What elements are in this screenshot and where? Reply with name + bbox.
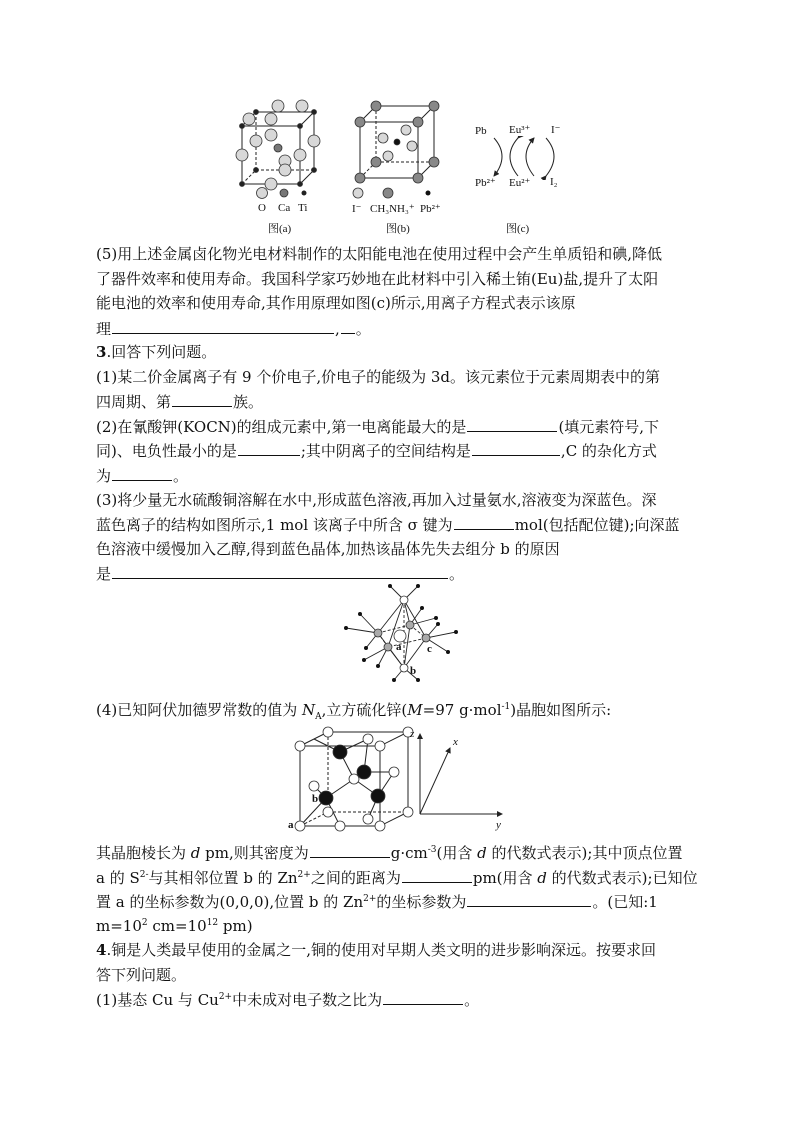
legend-iodide-label: I⁻ xyxy=(352,203,362,215)
text-line: 同)、电负性最小的是 ;其中阴离子的空间结构是 ,C 的杂化方式 xyxy=(96,438,716,463)
axis-z-label: z xyxy=(410,728,415,740)
question-2-part-5 xyxy=(96,242,716,340)
cycle-i2-label: I₂ xyxy=(550,176,558,188)
complex-label-b: b xyxy=(410,665,417,677)
complex-label-c: c xyxy=(427,643,432,655)
legend-o-label: O xyxy=(258,202,266,214)
answer-blank[interactable] xyxy=(467,414,557,432)
text-line: 为 。 xyxy=(96,463,716,488)
answer-blank[interactable] xyxy=(238,438,300,456)
text-line: $m=10^2$ $cm=10^{12}$ pm) xyxy=(96,916,253,935)
text-line: (1)某二价金属离子有 9 个价电子,价电子的能级为 3d。该元素位于元素周期表中的第 xyxy=(96,367,661,386)
text-line: (5)用上述金属卤化物光电材料制作的太阳能电池在使用过程中会产生单质铅和碘,降低 xyxy=(96,245,663,263)
zns-label-a: a xyxy=(288,819,294,831)
zns-label-b: b xyxy=(312,793,319,805)
answer-blank[interactable] xyxy=(402,865,472,883)
text-line: (3)将少量无水硫酸铜溶解在水中,形成蓝色溶液,再加入过量氨水,溶液变为深蓝色。深 xyxy=(96,490,657,509)
text-line: 能电池的效率和使用寿命,其作用原理如图(c)所示,用离子方程式表示该原 xyxy=(96,294,576,313)
figure-c-caption: 图(c) xyxy=(506,223,530,235)
figure-c-arrows xyxy=(488,136,558,180)
text-line: 了器件效率和使用寿命。我国科学家巧妙地在此材料中引入稀土铕(Eu)盐,提升了太阳 xyxy=(96,269,659,288)
complex-ion-structure xyxy=(338,580,468,684)
complex-label-a: a xyxy=(396,641,402,653)
text-line: a 的 $S^{2-}$与其相邻位置 b 的 $Zn^{2+}$之间的距离为 pm(用含 d 的代数式表示);已知位 xyxy=(96,865,716,890)
answer-blank[interactable] xyxy=(454,512,514,530)
question-4-heading: 4.铜是人类最早使用的金属之一,铜的使用对早期人类文明的进步影响深远。按要求回 xyxy=(96,941,656,959)
figure-a-caption: 图(a) xyxy=(268,223,292,235)
answer-blank[interactable] xyxy=(172,389,232,407)
question-3-part-4-body xyxy=(96,840,716,938)
answer-blank[interactable] xyxy=(467,889,591,907)
answer-blank[interactable] xyxy=(341,316,355,334)
legend-ti-label: Ti xyxy=(298,202,308,214)
text-line: (4)已知阿伏加德罗常数的值为 $N_A$,立方硫化锌(M=97 g·mol$^{-1}$)晶胞如图所示: xyxy=(96,701,612,722)
coordinate-axes xyxy=(410,730,510,830)
question-4 xyxy=(96,938,716,1012)
answer-blank[interactable] xyxy=(112,561,448,579)
question-3-part-4 xyxy=(96,698,716,723)
figure-a-legend-symbols xyxy=(254,186,314,200)
text-line: 答下列问题。 xyxy=(96,965,187,984)
figure-a-perovskite-cell xyxy=(232,98,332,198)
cycle-eu2-label: Eu²⁺ xyxy=(509,177,531,189)
text-line: 理 , 。 xyxy=(96,316,716,341)
text-line: 色溶液中缓慢加入乙醇,得到蓝色晶体,加热该晶体先失去组分 b 的原因 xyxy=(96,539,560,558)
answer-blank[interactable] xyxy=(310,840,390,858)
question-3-heading: 3.回答下列问题。 xyxy=(96,343,217,361)
figure-b-caption: 图(b) xyxy=(386,223,410,235)
text-line: (2)在氰酸钾(KOCN)的组成元素中,第一电离能最大的是 (填元素符号,下 xyxy=(96,414,716,439)
answer-blank[interactable] xyxy=(112,316,334,334)
figure-b-perovskite-cell xyxy=(350,98,450,188)
text-line: 其晶胞棱长为 d pm,则其密度为 $g\cdot cm^{-3}$(用含 d 的代数式表示);其中顶点位置 xyxy=(96,840,716,865)
cycle-eu3-label: Eu³⁺ xyxy=(509,124,531,136)
legend-methylammonium-label: CH₃NH₃⁺ xyxy=(370,203,415,215)
answer-blank[interactable] xyxy=(383,987,463,1005)
legend-ca-label: Ca xyxy=(278,202,291,214)
axis-y-label: y xyxy=(496,819,501,831)
axis-x-label: x xyxy=(453,736,458,748)
cycle-pb-label: Pb xyxy=(475,125,487,137)
answer-blank[interactable] xyxy=(112,463,172,481)
cycle-pb2-label: Pb²⁺ xyxy=(475,177,496,189)
figure-b-legend-symbols xyxy=(352,186,432,200)
answer-blank[interactable] xyxy=(472,438,560,456)
question-3 xyxy=(96,340,716,586)
zns-unit-cell xyxy=(290,726,430,832)
text-line: 是 。 xyxy=(96,561,716,586)
text-line: 蓝色离子的结构如图所示,1 mol 该离子中所含 σ 键为 mol(包括配位键);向深蓝 xyxy=(96,512,716,537)
legend-lead-label: Pb²⁺ xyxy=(420,203,441,215)
cycle-iodide-label: I⁻ xyxy=(551,124,561,136)
text-line: 置 a 的坐标参数为(0,0,0),位置 b 的 $Zn^{2+}$的坐标参数为 。(已知:1 xyxy=(96,889,716,914)
text-line: (1)基态 Cu 与 $Cu^{2+}$中未成对电子数之比为 。 xyxy=(96,987,716,1012)
text-line: 四周期、第 族。 xyxy=(96,389,716,414)
